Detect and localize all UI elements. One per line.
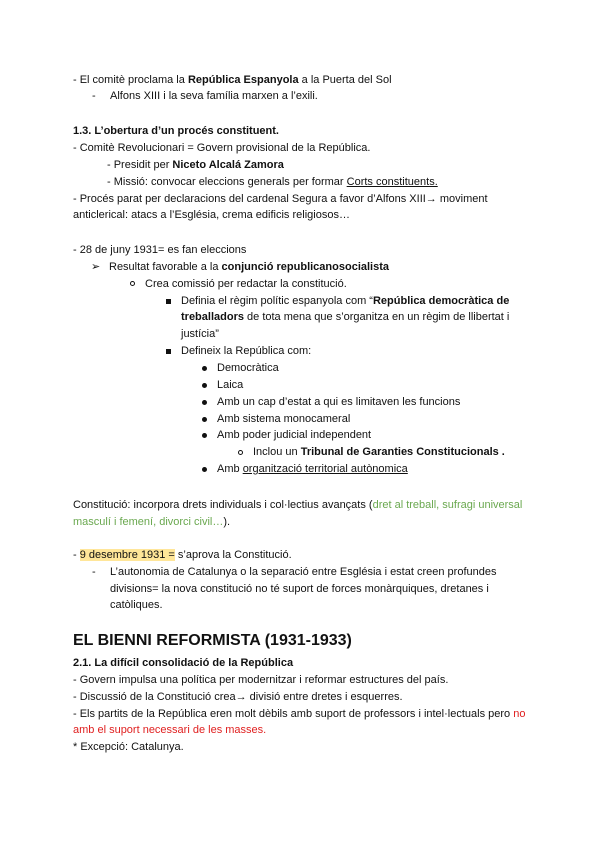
text-line: Crea comissió per redactar la constitució.	[145, 278, 347, 290]
red-text: no	[513, 708, 526, 720]
text-line: Defineix la República com:	[181, 345, 312, 357]
list-item	[253, 444, 505, 460]
filled-circle-bullet-icon	[202, 366, 207, 371]
text-line: - Discussió de la Constitució crea→ divisió entre dretes i esquerres.	[73, 691, 403, 703]
filled-circle-bullet-icon	[202, 383, 207, 388]
text: - Els partits de la República eren molt dèbils amb suport de professors i intel·lectuals pero	[73, 708, 514, 720]
text: Definia el règim polític espanyola com “	[181, 295, 373, 307]
text: Constitució: incorpora drets individuals i col·lectius avançats (	[73, 499, 373, 511]
bold-text: conjunció republicanosocialista	[221, 261, 389, 273]
hollow-circle-bullet-icon	[130, 281, 135, 286]
text: - Presidit per	[107, 159, 173, 171]
green-text: dret al treball, sufragi universal	[372, 499, 523, 511]
chapter-heading: EL BIENNI REFORMISTA (1931-1933)	[73, 632, 352, 649]
text-line: Alfons XIII i la seva família marxen a l’exili.	[110, 90, 318, 102]
bold-text: treballadors	[181, 311, 244, 323]
text-line	[73, 72, 392, 88]
text-line: L’autonomia de Catalunya o la separació entre Església i estat creen profundes	[110, 566, 497, 578]
text: a la Puerta del Sol	[298, 74, 392, 86]
bold-text: República democràtica de	[372, 295, 510, 307]
green-text: masculí i femení, divorci civil…	[73, 516, 224, 528]
list-item	[217, 461, 408, 477]
text-line	[181, 309, 509, 325]
text-line: * Excepció: Catalunya.	[73, 741, 184, 753]
filled-circle-bullet-icon	[202, 433, 207, 438]
list-item: Amb poder judicial independent	[217, 429, 372, 441]
text: Resultat favorable a la	[109, 261, 222, 273]
bold-text: República Espanyola	[187, 74, 299, 86]
dash-bullet: -	[92, 90, 96, 102]
section-heading: 1.3. L’obertura d’un procés constituent.	[73, 125, 279, 137]
arrow-bullet-icon: ➢	[91, 261, 101, 273]
square-bullet-icon	[166, 299, 171, 304]
text: Inclou un	[253, 446, 301, 458]
bold-text: Niceto Alcalá Zamora	[172, 159, 284, 171]
underlined-text: Corts constituents.	[346, 176, 438, 188]
text: -	[73, 549, 80, 561]
filled-circle-bullet-icon	[202, 417, 207, 422]
list-item: Democràtica	[217, 362, 279, 374]
text-line	[73, 706, 525, 722]
text-line: catòliques.	[110, 599, 163, 611]
text-line	[73, 514, 230, 530]
hollow-circle-bullet-icon	[238, 450, 243, 455]
filled-circle-bullet-icon	[202, 467, 207, 472]
text: Amb	[217, 463, 243, 475]
text: s’aprova la Constitució.	[174, 549, 292, 561]
text-line	[181, 293, 509, 309]
list-item: Laica	[217, 379, 244, 391]
text-line: anticlerical: atacs a l’Església, crema edificis religiosos…	[73, 209, 350, 221]
text-line	[73, 722, 266, 738]
text: ).	[223, 516, 231, 528]
text-line	[73, 497, 522, 513]
square-bullet-icon	[166, 349, 171, 354]
highlighted-date: 9 desembre 1931 =	[79, 549, 175, 561]
underlined-text: organització territorial autònomica	[242, 463, 408, 475]
section-heading: 2.1. La difícil consolidació de la República	[73, 657, 294, 669]
text-line: - 28 de juny 1931= es fan eleccions	[73, 244, 247, 256]
text-line: divisions= la nova constitució no té suport de forces monàrquiques, dretanes i	[110, 583, 489, 595]
bold-text: Tribunal de Garanties Constitucionals .	[300, 446, 505, 458]
text-line	[107, 174, 438, 190]
text: de tota mena que s’organitza en un règim de llibertat i	[243, 311, 510, 323]
list-item: Amb un cap d’estat a qui es limitaven les funcions	[217, 396, 461, 408]
text: - Missió: convocar eleccions generals per formar	[107, 176, 347, 188]
filled-circle-bullet-icon	[202, 400, 207, 405]
text-line: - Govern impulsa una política per modernitzar i reformar estructures del país.	[73, 674, 449, 686]
text-line	[109, 259, 389, 275]
text-line: - Procés parat per declaracions del cardenal Segura a favor d’Alfons XIII→ moviment	[73, 193, 488, 205]
red-text: amb el suport necessari de les masses.	[73, 724, 267, 736]
text: - El comitè proclama la	[73, 74, 188, 86]
text-line: - Comitè Revolucionari = Govern provisional de la República.	[73, 142, 371, 154]
list-item: Amb sistema monocameral	[217, 413, 351, 425]
text-line: justícia”	[181, 328, 219, 340]
text-line	[107, 157, 284, 173]
text-line	[73, 547, 292, 563]
dash-bullet: -	[92, 566, 96, 578]
